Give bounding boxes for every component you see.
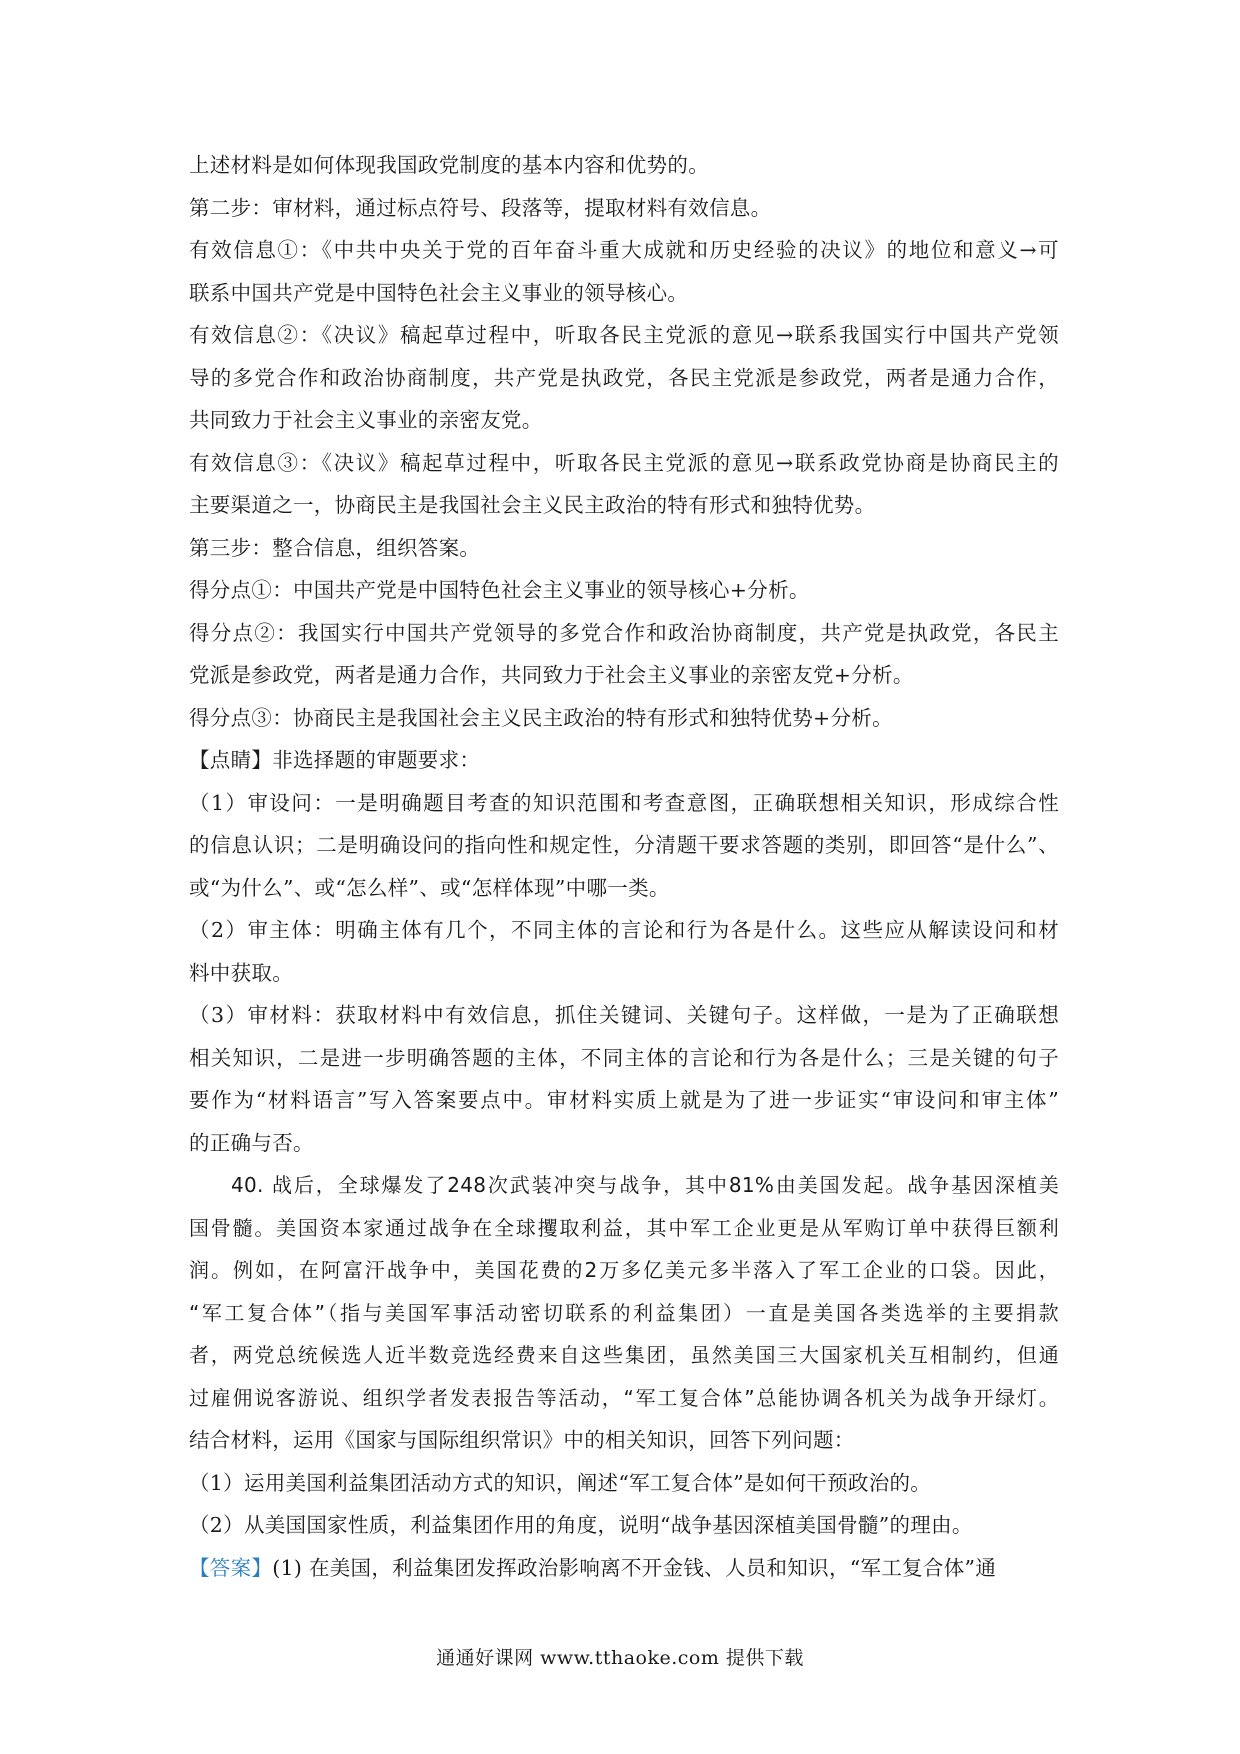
text-line: 导的多党合作和政治协商制度，共产党是执政党，各民主党派是参政党，两者是通力合作， [189, 365, 1059, 390]
text-line: 共同致力于社会主义事业的亲密友党。 [189, 408, 543, 432]
text-line: 得分点③：协商民主是我国社会主义民主政治的特有形式和独特优势+分析。 [189, 705, 893, 730]
text-line: 上述材料是如何体现我国政党制度的基本内容和优势的。 [189, 153, 709, 177]
answer-line [189, 1547, 1059, 1590]
text-line: 第二步：审材料，通过标点符号、段落等，提取材料有效信息。 [189, 195, 772, 220]
page-footer: 通通好课网 www.tthaoke.com 提供下载 [436, 1647, 804, 1669]
question-40-line: 润。例如，在阿富汗战争中，美国花费的2万多亿美元多半落入了军工企业的口袋。因此， [189, 1258, 1059, 1282]
text-line: 党派是参政党，两者是通力合作，共同致力于社会主义事业的亲密友党+分析。 [189, 663, 914, 687]
question-part-1: （1）运用美国利益集团活动方式的知识，阐述“军工复合体”是如何干预政治的。 [189, 1470, 932, 1495]
question-part-2: （2）从美国国家性质，利益集团作用的角度，说明“战争基因深植美国骨髓”的理由。 [189, 1513, 973, 1537]
question-40-line: “军工复合体”（指与美国军事活动密切联系的利益集团）一直是美国各类选举的主要捐款 [189, 1300, 1059, 1325]
text-line: 得分点①：中国共产党是中国特色社会主义事业的领导核心+分析。 [189, 578, 810, 602]
text-line: 的正确与否。 [189, 1130, 314, 1155]
text-line: 联系中国共产党是中国特色社会主义事业的领导核心。 [189, 280, 689, 305]
text-line: 的信息认识；二是明确设问的指向性和规定性，分清题干要求答题的类别，即回答“是什么”、 [189, 833, 1059, 857]
text-line: 第三步：整合信息，组织答案。 [189, 535, 481, 560]
text-line: 或“为什么”、或“怎么样”、或“怎样体现”中哪一类。 [189, 875, 670, 900]
question-40-line: 者，两党总统候选人近半数竞选经费来自这些集团，虽然美国三大国家机关互相制约，但通 [189, 1343, 1059, 1367]
text-line: （3）审材料：获取材料中有效信息，抓住关键词、关键句子。这样做，一是为了正确联想 [189, 1003, 1059, 1027]
text-line: （1）审设问：一是明确题目考查的知识范围和考查意图，正确联想相关知识，形成综合性 [189, 790, 1059, 815]
section-heading: 【点睛】非选择题的审题要求： [189, 748, 481, 772]
answer-text: (1) 在美国，利益集团发挥政治影响离不开金钱、人员和知识，“军工复合体”通 [272, 1555, 997, 1580]
text-line: 相关知识，二是进一步明确答题的主体，不同主体的言论和行为各是什么；三是关键的句子 [189, 1045, 1059, 1070]
question-40-line: 国骨髓。美国资本家通过战争在全球攫取利益，其中军工企业更是从军购订单中获得巨额利 [189, 1215, 1059, 1240]
document-body [189, 144, 1059, 1589]
text-line: 得分点②：我国实行中国共产党领导的多党合作和政治协商制度，共产党是执政党，各民主 [189, 620, 1059, 645]
text-line: 主要渠道之一，协商民主是我国社会主义民主政治的特有形式和独特优势。 [189, 493, 876, 517]
text-line: 要作为“材料语言”写入答案要点中。审材料实质上就是为了进一步证实“审设问和审主体” [189, 1088, 1059, 1112]
text-line: 有效信息①：《中共中央关于党的百年奋斗重大成就和历史经验的决议》的地位和意义→可 [189, 238, 1059, 262]
question-instruction: 结合材料，运用《国家与国际组织常识》中的相关知识，回答下列问题： [189, 1428, 855, 1452]
text-line: （2）审主体：明确主体有几个，不同主体的言论和行为各是什么。这些应从解读设问和材 [189, 918, 1059, 942]
question-40-line: 40. 战后，全球爆发了248次武装冲突与战争，其中81%由美国发起。战争基因深植美 [231, 1173, 1059, 1197]
question-40-line: 过雇佣说客游说、组织学者发表报告等活动，“军工复合体”总能协调各机关为战争开绿灯。 [189, 1385, 1059, 1410]
text-line: 料中获取。 [189, 960, 293, 985]
text-line: 有效信息②：《决议》稿起草过程中，听取各民主党派的意见→联系我国实行中国共产党领 [189, 323, 1059, 347]
answer-label: 【答案】 [189, 1555, 273, 1580]
text-line: 有效信息③：《决议》稿起草过程中，听取各民主党派的意见→联系政党协商是协商民主的 [189, 450, 1059, 475]
